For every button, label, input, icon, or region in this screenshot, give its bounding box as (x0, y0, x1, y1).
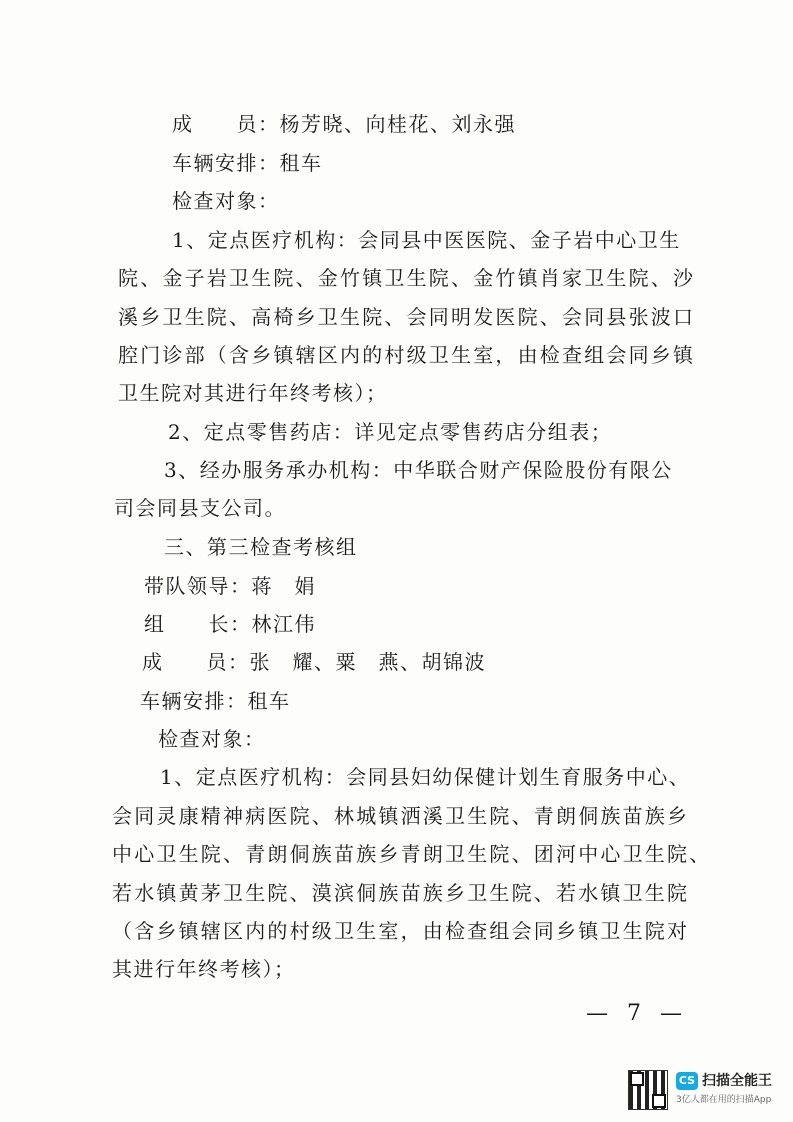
scanner-tagline: 3亿人都在用的扫描App (676, 1095, 772, 1105)
item-1-line-2-group3: 会同灵康精神病医院、林城镇洒溪卫生院、青朗侗族苗族乡 (112, 804, 690, 828)
inspection-target-heading-group2: 检查对象： (172, 189, 280, 213)
item-1-line-3-group3: 中心卫生院、青朗侗族苗族乡青朗卫生院、团河中心卫生院、 (112, 842, 712, 866)
page-number: — 7 — (586, 1001, 688, 1026)
cs-logo-icon: CS (676, 1072, 698, 1090)
item-1-line-4-group3: 若水镇黄茅卫生院、漠滨侗族苗族乡卫生院、若水镇卫生院 (112, 881, 690, 905)
team-leader-line-group3: 带队领导：蒋 娟 (144, 574, 316, 598)
members-line-group3: 成 员：张 耀、粟 燕、胡锦波 (142, 650, 486, 674)
item-1-line-1-group3: 1、定点医疗机构：会同县妇幼保健计划生育服务中心、 (160, 765, 691, 789)
item-1-line-3-group2: 溪乡卫生院、高椅乡卫生院、会同明发医院、会同县张波口 (118, 305, 696, 329)
item-1-line-5-group2: 卫生院对其进行年终考核）； (118, 381, 388, 405)
item-1-line-5-group3: （含乡镇辖区内的村级卫生室，由检查组会同乡镇卫生院对 (112, 919, 690, 943)
scanner-watermark (628, 1068, 788, 1112)
members-line-group2: 成 员：杨芳晓、向桂花、刘永强 (172, 112, 516, 136)
item-1-line-2-group2: 院、金子岩卫生院、金竹镇卫生院、金竹镇肖家卫生院、沙 (118, 266, 696, 290)
vehicle-line-group3: 车辆安排：租车 (140, 689, 291, 713)
item-1-line-1-group2: 1、定点医疗机构：会同县中医医院、金子岩中心卫生 (172, 228, 681, 252)
group-leader-line-group3: 组 长：林江伟 (144, 612, 316, 636)
item-3-line-1-group2: 3、经办服务承办机构：中华联合财产保险股份有限公 (164, 458, 673, 482)
item-3-line-2-group2: 司会同县支公司。 (114, 496, 286, 520)
inspection-target-heading-group3: 检查对象： (158, 727, 266, 751)
vehicle-line-group2: 车辆安排：租车 (172, 151, 323, 175)
item-1-line-4-group2: 腔门诊部（含乡镇辖区内的村级卫生室，由检查组会同乡镇 (118, 343, 696, 367)
item-1-line-6-group3: 其进行年终考核）； (112, 957, 296, 981)
section-heading-group3: 三、第三检查考核组 (164, 535, 358, 559)
qr-code-icon (628, 1070, 668, 1110)
scanner-brand-name: 扫描全能王 (702, 1073, 772, 1089)
item-2-line-group2: 2、定点零售药店：详见定点零售药店分组表； (168, 420, 613, 444)
